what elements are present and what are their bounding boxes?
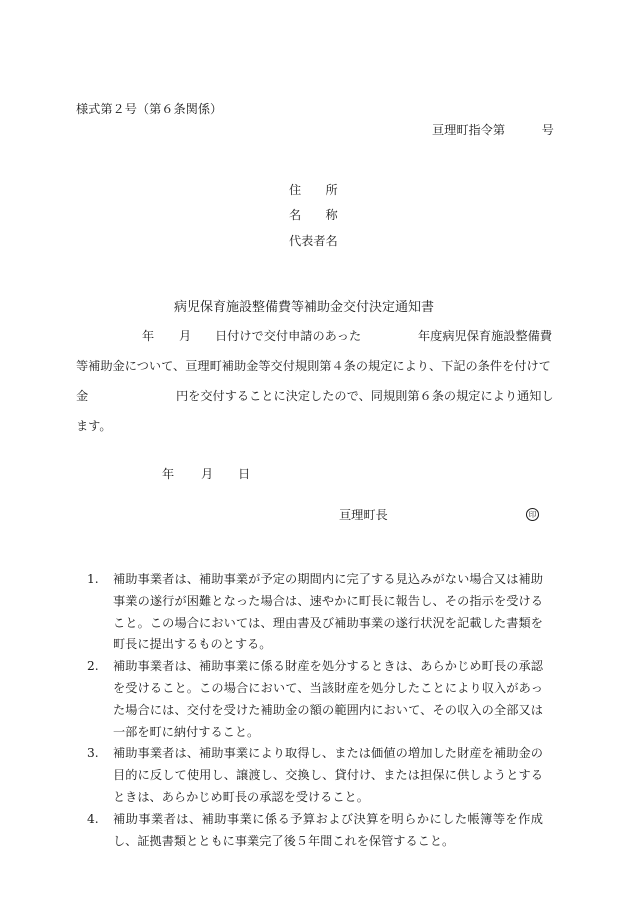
condition-text: 補助事業者は、補助事業に係る財産を処分するときは、あらかじめ町長の承認を受けること。この場合において、当該財産を処分したことにより収入があった場合には、交付を受けた補助金の額の範囲内において、その収入の全部又は一部を町に納付すること。	[113, 659, 543, 739]
body-line-3: 円を交付することに決定したので、同規則第６条の規定により通知し	[176, 389, 554, 403]
condition-number: 2.	[87, 659, 99, 674]
condition-item	[83, 569, 543, 656]
address-label: 住 所	[289, 183, 338, 197]
condition-text: 補助事業者は、補助事業により取得し、または価値の増加した財産を補助金の目的に反して使用し、譲渡し、交換し、貸付け、または担保に供しようとするときは、あらかじめ町長の承認を受けること。	[113, 746, 543, 804]
condition-text: 補助事業者は、補助事業に係る予算および決算を明らかにした帳簿等を作成し、証拠書類とともに事業完了後５年間これを保管すること。	[113, 811, 543, 848]
body-line-4: ます。	[76, 419, 112, 433]
condition-number: 4.	[87, 811, 99, 826]
representative-label: 代表者名	[289, 234, 338, 248]
form-label: 様式第２号（第６条関係）	[76, 102, 223, 116]
seal-icon: 印	[526, 508, 539, 521]
date-day: 日	[238, 467, 251, 481]
date-year: 年	[162, 467, 175, 481]
body-applied-text: 日付けで交付申請のあった	[215, 329, 362, 343]
conditions-list	[83, 569, 543, 852]
body-month: 月	[179, 329, 192, 343]
body-line-2: 等補助金について、亘理町補助金等交付規則第４条の規定により、下記の条件を付けて	[76, 359, 551, 373]
date-month: 月	[201, 467, 214, 481]
seal-mark	[526, 508, 539, 521]
condition-item	[83, 809, 543, 853]
condition-text: 補助事業者は、補助事業が予定の期間内に完了する見込みがない場合又は補助事業の遂行が困難となった場合は、速やかに町長に報告し、その指示を受けること。この場合においては、理由書及び補助事業の遂行状況を記載した書類を町長に提出するものとする。	[113, 572, 543, 652]
condition-number: 3.	[87, 746, 99, 761]
condition-number: 1.	[87, 572, 99, 586]
mayor-title: 亘理町長	[339, 508, 388, 522]
reference-number: 亘理町指令第 号	[432, 123, 554, 137]
document-title: 病児保育施設整備費等補助金交付決定通知書	[174, 300, 435, 315]
name-label: 名 称	[289, 208, 338, 222]
body-fiscal-text: 年度病児保育施設整備費	[418, 329, 553, 343]
condition-item	[83, 743, 543, 808]
body-kin: 金	[76, 389, 89, 403]
condition-item	[83, 656, 543, 743]
body-year: 年	[142, 329, 155, 343]
